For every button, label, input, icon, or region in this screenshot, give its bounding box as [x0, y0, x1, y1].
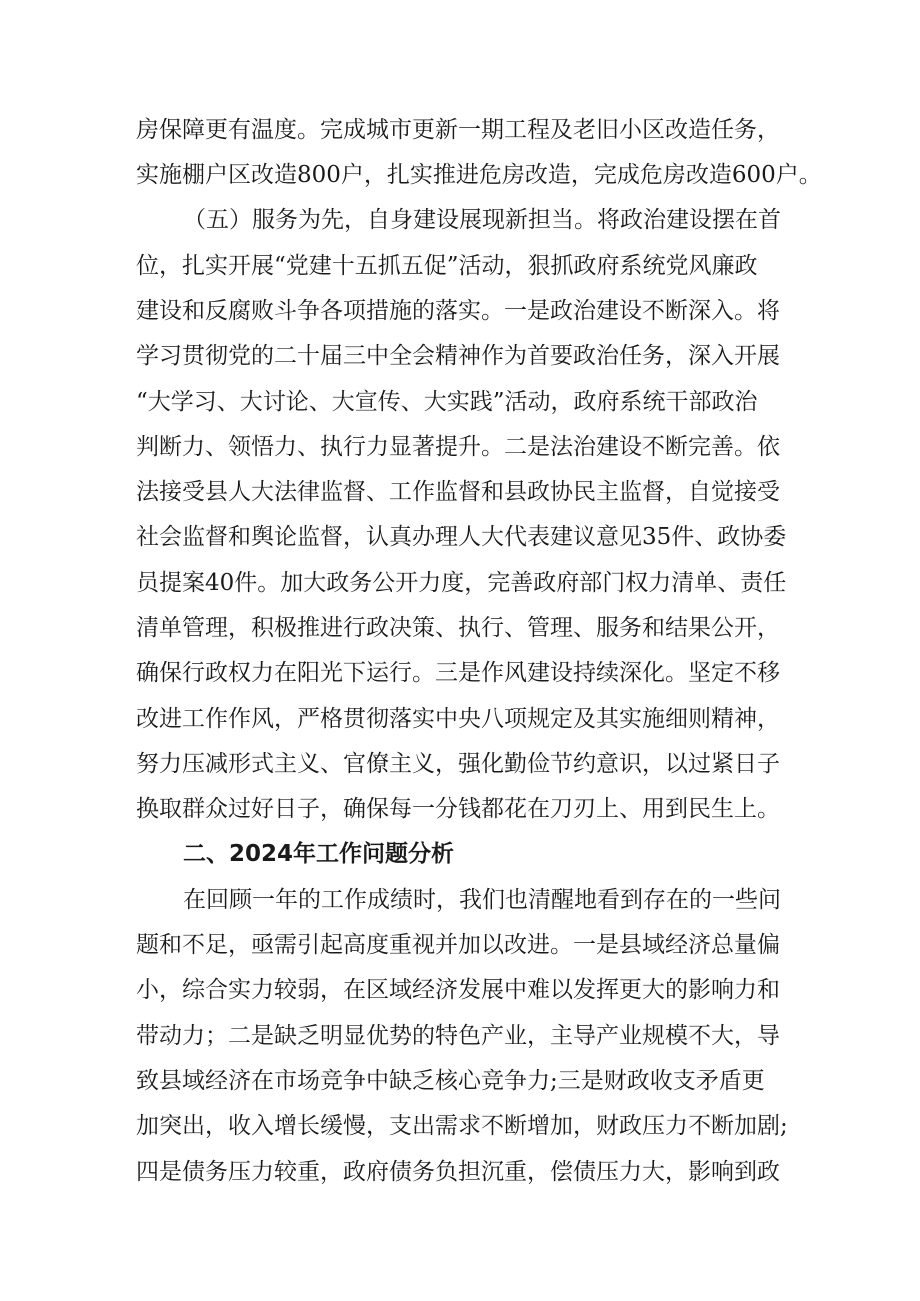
paragraph-line: 加突出，收入增长缓慢，支出需求不断增加，财政压力不断加剧; [136, 1113, 788, 1139]
paragraph-line: 房保障更有温度。完成城市更新一期工程及老旧小区改造任务， [136, 117, 780, 143]
paragraph-line: 实施棚户区改造800户，扎实推进危房改造，完成危房改造600户。 [136, 162, 822, 188]
paragraph-line: “大学习、大讨论、大宣传、大实践”活动，政府系统干部政治 [136, 389, 758, 415]
paragraph-line: 致县域经济在市场竞争中缺乏核心竞争力;三是财政收支矛盾更 [136, 1068, 765, 1094]
paragraph-line: 法接受县人大法律监督、工作监督和县政协民主监督，自觉接受 [136, 479, 780, 505]
paragraph-line: 改进工作作风，严格贯彻落实中央八项规定及其实施细则精神， [136, 706, 780, 732]
section-five-title-line: （五）服务为先，自身建设展现新担当。将政治建设摆在首 [183, 207, 781, 233]
paragraph-line: 学习贯彻党的二十届三中全会精神作为首要政治任务，深入开展 [136, 343, 780, 369]
paragraph-line: 四是债务压力较重，政府债务负担沉重，偿债压力大，影响到政 [136, 1159, 780, 1185]
paragraph-line: 确保行政权力在阳光下运行。三是作风建设持续深化。坚定不移 [136, 660, 780, 686]
paragraph-line: 清单管理，积极推进行政决策、执行、管理、服务和结果公开， [136, 615, 780, 641]
paragraph-line: 判断力、领悟力、执行力显著提升。二是法治建设不断完善。依 [136, 434, 780, 460]
paragraph-line: 带动力；二是缺乏明显优势的特色产业，主导产业规模不大，导 [136, 1023, 780, 1049]
paragraph-line: 社会监督和舆论监督，认真办理人大代表建议意见35件、政协委 [136, 524, 787, 550]
paragraph-line: 努力压减形式主义、官僚主义，强化勤俭节约意识，以过紧日子 [136, 751, 780, 777]
paragraph-line: 在回顾一年的工作成绩时，我们也清醒地看到存在的一些问 [183, 887, 781, 913]
paragraph-line: 换取群众过好日子，确保每一分钱都花在刀刃上、用到民生上。 [136, 796, 780, 822]
section-heading: 二、2024年工作问题分析 [183, 841, 455, 867]
paragraph-line: 题和不足，亟需引起高度重视并加以改进。一是县域经济总量偏 [136, 932, 780, 958]
paragraph-line: 员提案40件。加大政务公开力度，完善政府部门权力清单、责任 [136, 570, 787, 596]
paragraph-line: 建设和反腐败斗争各项措施的落实。一是政治建设不断深入。将 [136, 298, 780, 324]
paragraph-line: 位，扎实开展“党建十五抓五促”活动，狠抓政府系统党风廉政 [136, 253, 758, 279]
paragraph-line: 小，综合实力较弱，在区域经济发展中难以发挥更大的影响力和 [136, 977, 780, 1003]
